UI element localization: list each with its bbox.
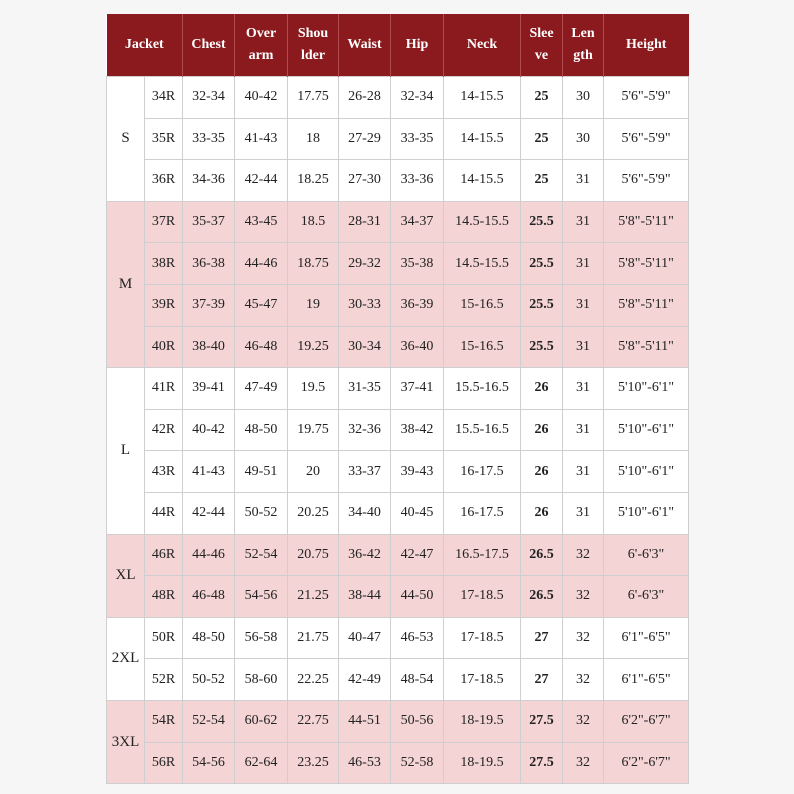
table-row [107, 118, 689, 160]
cell-height: 5'6"-5'9" [604, 160, 689, 202]
cell-jacket-code: 48R [145, 576, 183, 618]
cell-hip: 50-56 [391, 700, 444, 742]
cell-over-arm: 62-64 [235, 742, 288, 784]
cell-neck: 16-17.5 [444, 451, 521, 493]
cell-neck: 15.5-16.5 [444, 368, 521, 410]
cell-jacket-code: 35R [145, 118, 183, 160]
cell-length: 32 [563, 617, 604, 659]
cell-length: 31 [563, 284, 604, 326]
cell-chest: 34-36 [183, 160, 235, 202]
cell-neck: 17-18.5 [444, 576, 521, 618]
cell-neck: 14.5-15.5 [444, 201, 521, 243]
cell-hip: 35-38 [391, 243, 444, 285]
cell-hip: 40-45 [391, 492, 444, 534]
cell-jacket-code: 39R [145, 284, 183, 326]
cell-shoulder: 20.75 [288, 534, 339, 576]
cell-height: 5'6"-5'9" [604, 77, 689, 119]
cell-over-arm: 41-43 [235, 118, 288, 160]
size-label: M [107, 201, 145, 367]
cell-chest: 38-40 [183, 326, 235, 368]
cell-hip: 42-47 [391, 534, 444, 576]
cell-jacket-code: 52R [145, 659, 183, 701]
cell-hip: 36-39 [391, 284, 444, 326]
cell-height: 5'6"-5'9" [604, 118, 689, 160]
cell-waist: 40-47 [339, 617, 391, 659]
header-sleeve [521, 14, 563, 77]
cell-over-arm: 58-60 [235, 659, 288, 701]
header-text: Waist [347, 37, 382, 52]
header-waist [339, 14, 391, 77]
cell-height: 5'10"-6'1" [604, 368, 689, 410]
cell-chest: 40-42 [183, 409, 235, 451]
cell-length: 31 [563, 492, 604, 534]
cell-shoulder: 20 [288, 451, 339, 493]
cell-shoulder: 21.75 [288, 617, 339, 659]
cell-height: 5'8"-5'11" [604, 243, 689, 285]
table-row [107, 243, 689, 285]
cell-neck: 16.5-17.5 [444, 534, 521, 576]
cell-length: 30 [563, 118, 604, 160]
header-hip [391, 14, 444, 77]
cell-height: 5'10"-6'1" [604, 451, 689, 493]
cell-chest: 44-46 [183, 534, 235, 576]
cell-length: 32 [563, 700, 604, 742]
cell-shoulder: 22.75 [288, 700, 339, 742]
cell-sleeve: 25 [521, 160, 563, 202]
cell-jacket-code: 50R [145, 617, 183, 659]
cell-hip: 33-35 [391, 118, 444, 160]
cell-chest: 39-41 [183, 368, 235, 410]
header-text: arm [248, 48, 274, 63]
cell-hip: 46-53 [391, 617, 444, 659]
table-row [107, 659, 689, 701]
cell-waist: 29-32 [339, 243, 391, 285]
cell-sleeve: 25.5 [521, 284, 563, 326]
table-row [107, 576, 689, 618]
cell-neck: 17-18.5 [444, 659, 521, 701]
cell-sleeve: 25 [521, 118, 563, 160]
cell-hip: 34-37 [391, 201, 444, 243]
cell-jacket-code: 36R [145, 160, 183, 202]
cell-jacket-code: 40R [145, 326, 183, 368]
cell-chest: 54-56 [183, 742, 235, 784]
cell-over-arm: 40-42 [235, 77, 288, 119]
table-row [107, 201, 689, 243]
cell-shoulder: 19 [288, 284, 339, 326]
cell-height: 5'10"-6'1" [604, 492, 689, 534]
cell-shoulder: 19.5 [288, 368, 339, 410]
cell-length: 31 [563, 201, 604, 243]
cell-over-arm: 46-48 [235, 326, 288, 368]
cell-length: 31 [563, 326, 604, 368]
header-text: Over [245, 26, 277, 41]
cell-chest: 48-50 [183, 617, 235, 659]
header-text: Jacket [124, 37, 164, 52]
cell-sleeve: 25.5 [521, 326, 563, 368]
size-label: L [107, 368, 145, 534]
header-neck [444, 14, 521, 77]
cell-length: 31 [563, 451, 604, 493]
cell-neck: 14-15.5 [444, 160, 521, 202]
table-row [107, 492, 689, 534]
cell-shoulder: 19.75 [288, 409, 339, 451]
cell-neck: 15-16.5 [444, 326, 521, 368]
cell-shoulder: 21.25 [288, 576, 339, 618]
header-jacket [107, 14, 183, 77]
cell-sleeve: 25.5 [521, 201, 563, 243]
cell-over-arm: 49-51 [235, 451, 288, 493]
cell-length: 32 [563, 534, 604, 576]
cell-sleeve: 26.5 [521, 576, 563, 618]
cell-chest: 32-34 [183, 77, 235, 119]
size-chart-table [106, 14, 689, 784]
cell-sleeve: 27.5 [521, 742, 563, 784]
cell-chest: 36-38 [183, 243, 235, 285]
cell-hip: 48-54 [391, 659, 444, 701]
cell-waist: 34-40 [339, 492, 391, 534]
cell-waist: 30-34 [339, 326, 391, 368]
cell-chest: 35-37 [183, 201, 235, 243]
cell-length: 32 [563, 576, 604, 618]
table-row [107, 700, 689, 742]
cell-chest: 41-43 [183, 451, 235, 493]
size-label: 3XL [107, 700, 145, 783]
cell-waist: 26-28 [339, 77, 391, 119]
cell-height: 6'2"-6'7" [604, 742, 689, 784]
cell-over-arm: 42-44 [235, 160, 288, 202]
cell-chest: 52-54 [183, 700, 235, 742]
size-label: XL [107, 534, 145, 617]
cell-height: 6'-6'3" [604, 576, 689, 618]
cell-shoulder: 18.75 [288, 243, 339, 285]
cell-length: 30 [563, 77, 604, 119]
cell-sleeve: 26.5 [521, 534, 563, 576]
cell-height: 6'2"-6'7" [604, 700, 689, 742]
cell-chest: 37-39 [183, 284, 235, 326]
cell-waist: 44-51 [339, 700, 391, 742]
cell-height: 5'10"-6'1" [604, 409, 689, 451]
cell-over-arm: 48-50 [235, 409, 288, 451]
cell-waist: 31-35 [339, 368, 391, 410]
cell-waist: 30-33 [339, 284, 391, 326]
table-row [107, 368, 689, 410]
cell-hip: 44-50 [391, 576, 444, 618]
cell-waist: 32-36 [339, 409, 391, 451]
cell-over-arm: 52-54 [235, 534, 288, 576]
header-text: Chest [191, 37, 226, 52]
header-text: gth [573, 48, 593, 63]
cell-length: 31 [563, 160, 604, 202]
cell-sleeve: 26 [521, 492, 563, 534]
header-chest [183, 14, 235, 77]
cell-neck: 14.5-15.5 [444, 243, 521, 285]
cell-shoulder: 23.25 [288, 742, 339, 784]
cell-over-arm: 60-62 [235, 700, 288, 742]
cell-jacket-code: 42R [145, 409, 183, 451]
cell-neck: 14-15.5 [444, 118, 521, 160]
cell-over-arm: 44-46 [235, 243, 288, 285]
cell-length: 31 [563, 409, 604, 451]
cell-shoulder: 20.25 [288, 492, 339, 534]
cell-jacket-code: 34R [145, 77, 183, 119]
cell-height: 5'8"-5'11" [604, 201, 689, 243]
table-row [107, 160, 689, 202]
cell-height: 6'-6'3" [604, 534, 689, 576]
cell-jacket-code: 46R [145, 534, 183, 576]
cell-length: 31 [563, 243, 604, 285]
table-row [107, 742, 689, 784]
cell-shoulder: 18.5 [288, 201, 339, 243]
cell-sleeve: 26 [521, 368, 563, 410]
header-over-arm [235, 14, 288, 77]
cell-jacket-code: 38R [145, 243, 183, 285]
cell-jacket-code: 43R [145, 451, 183, 493]
table-row [107, 409, 689, 451]
cell-hip: 36-40 [391, 326, 444, 368]
cell-hip: 33-36 [391, 160, 444, 202]
cell-waist: 36-42 [339, 534, 391, 576]
cell-over-arm: 47-49 [235, 368, 288, 410]
cell-shoulder: 19.25 [288, 326, 339, 368]
cell-shoulder: 18.25 [288, 160, 339, 202]
cell-waist: 27-29 [339, 118, 391, 160]
cell-waist: 33-37 [339, 451, 391, 493]
header-text: Len [571, 26, 595, 41]
table-row [107, 77, 689, 119]
table-row [107, 284, 689, 326]
header-text: Hip [405, 37, 429, 52]
cell-height: 5'8"-5'11" [604, 326, 689, 368]
cell-waist: 46-53 [339, 742, 391, 784]
header-text: ve [534, 48, 549, 63]
cell-over-arm: 50-52 [235, 492, 288, 534]
cell-sleeve: 27.5 [521, 700, 563, 742]
chart-body [107, 77, 689, 784]
header-height [604, 14, 689, 77]
cell-waist: 27-30 [339, 160, 391, 202]
cell-chest: 50-52 [183, 659, 235, 701]
cell-hip: 52-58 [391, 742, 444, 784]
cell-waist: 42-49 [339, 659, 391, 701]
cell-height: 6'1"-6'5" [604, 617, 689, 659]
header-length [563, 14, 604, 77]
cell-neck: 16-17.5 [444, 492, 521, 534]
cell-neck: 14-15.5 [444, 77, 521, 119]
cell-over-arm: 45-47 [235, 284, 288, 326]
cell-waist: 28-31 [339, 201, 391, 243]
cell-hip: 37-41 [391, 368, 444, 410]
table-row [107, 326, 689, 368]
size-chart-sheet [106, 14, 688, 782]
cell-over-arm: 56-58 [235, 617, 288, 659]
cell-length: 32 [563, 742, 604, 784]
cell-jacket-code: 37R [145, 201, 183, 243]
cell-length: 32 [563, 659, 604, 701]
table-row [107, 451, 689, 493]
cell-hip: 32-34 [391, 77, 444, 119]
cell-sleeve: 27 [521, 617, 563, 659]
cell-sleeve: 25 [521, 77, 563, 119]
table-row [107, 534, 689, 576]
header-shoulder [288, 14, 339, 77]
cell-over-arm: 54-56 [235, 576, 288, 618]
cell-jacket-code: 54R [145, 700, 183, 742]
header-text: Slee [529, 26, 554, 41]
cell-hip: 39-43 [391, 451, 444, 493]
header-text: Height [626, 37, 667, 52]
header-row [107, 14, 689, 77]
cell-height: 5'8"-5'11" [604, 284, 689, 326]
cell-shoulder: 18 [288, 118, 339, 160]
cell-sleeve: 26 [521, 451, 563, 493]
size-label: 2XL [107, 617, 145, 700]
cell-sleeve: 26 [521, 409, 563, 451]
header-text: Shou [297, 26, 329, 41]
cell-sleeve: 25.5 [521, 243, 563, 285]
header-text: lder [300, 48, 326, 63]
cell-neck: 15-16.5 [444, 284, 521, 326]
cell-sleeve: 27 [521, 659, 563, 701]
table-row [107, 617, 689, 659]
cell-shoulder: 17.75 [288, 77, 339, 119]
cell-waist: 38-44 [339, 576, 391, 618]
header-text: Neck [466, 37, 498, 52]
cell-neck: 18-19.5 [444, 742, 521, 784]
cell-over-arm: 43-45 [235, 201, 288, 243]
size-label: S [107, 77, 145, 202]
cell-neck: 18-19.5 [444, 700, 521, 742]
cell-chest: 46-48 [183, 576, 235, 618]
cell-height: 6'1"-6'5" [604, 659, 689, 701]
cell-jacket-code: 56R [145, 742, 183, 784]
cell-shoulder: 22.25 [288, 659, 339, 701]
cell-chest: 42-44 [183, 492, 235, 534]
cell-jacket-code: 44R [145, 492, 183, 534]
cell-hip: 38-42 [391, 409, 444, 451]
cell-length: 31 [563, 368, 604, 410]
cell-neck: 17-18.5 [444, 617, 521, 659]
cell-chest: 33-35 [183, 118, 235, 160]
cell-jacket-code: 41R [145, 368, 183, 410]
cell-neck: 15.5-16.5 [444, 409, 521, 451]
